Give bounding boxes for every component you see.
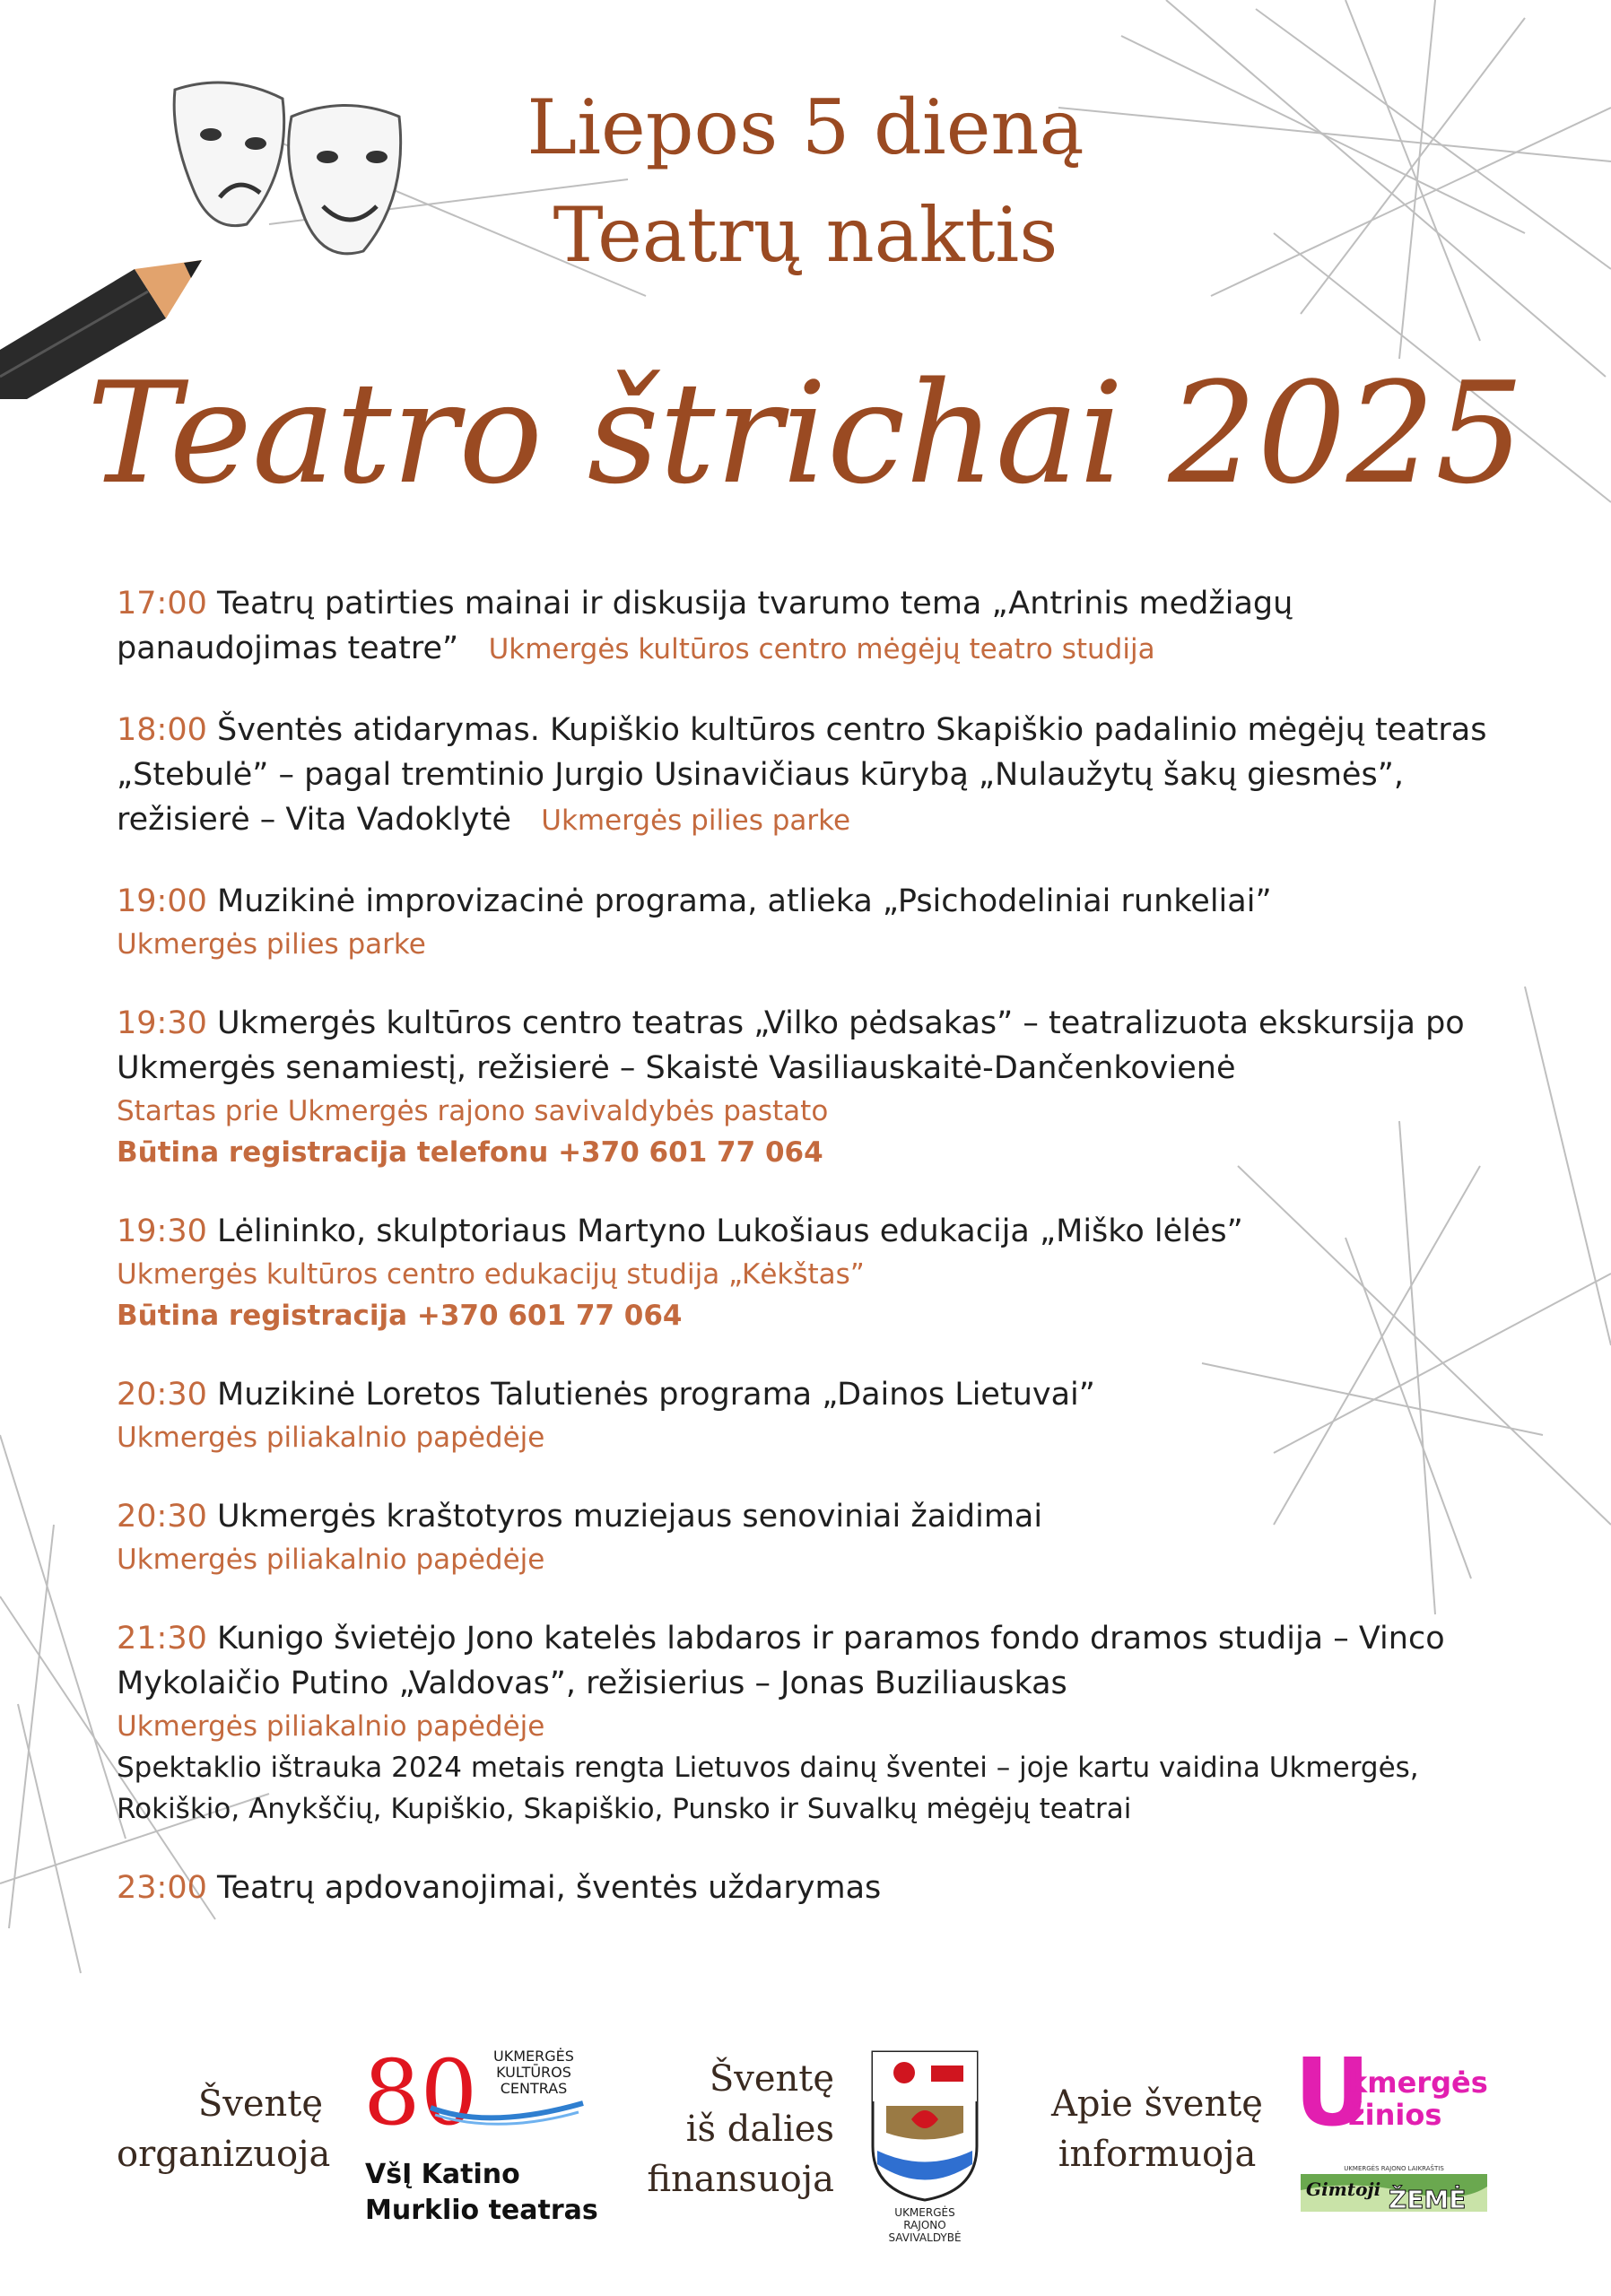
event-time: 19:30 (117, 1213, 207, 1249)
coat-of-arms-icon (868, 2048, 981, 2245)
program-item (117, 1494, 1516, 1580)
event-location: Ukmergės pilies parke (117, 928, 426, 961)
event-location: Ukmergės pilies parke (541, 804, 851, 837)
svg-text:UKMERGĖS RAJONO LAIKRAŠTIS: UKMERGĖS RAJONO LAIKRAŠTIS (1344, 2165, 1444, 2172)
event-start: Ukmergės piliakalnio papėdėje (117, 1544, 545, 1576)
program-list (117, 581, 1516, 1946)
event-registration: Būtina registracija +370 601 77 064 (117, 1300, 683, 1332)
event-registration: Būtina registracija telefonu +370 601 77 064 (117, 1136, 823, 1169)
event-text: Muzikinė improvizacinė programa, atlieka „Psichodeliniai runkeliai” (217, 883, 1272, 919)
event-location: Ukmergės kultūros centro mėgėjų teatro studija (488, 633, 1155, 665)
event-text: Kunigo švietėjo Jono katelės labdaros ir paramos fondo dramos studija – Vinco Mykolaičio Putino „Valdovas”, režisierius – Jonas Buziliauskas (117, 1621, 1445, 1701)
organizer-caption: Šventę organizuoja (117, 2083, 331, 2175)
svg-text:RAJONO: RAJONO (903, 2219, 946, 2231)
gimtoji-zeme-logo (1299, 2163, 1489, 2213)
svg-text:Gimtoji: Gimtoji (1306, 2179, 1381, 2200)
event-start: Startas prie Ukmergės rajono savivaldybės pastato (117, 1095, 829, 1127)
event-time: 20:30 (117, 1499, 207, 1535)
program-item (117, 708, 1516, 843)
event-text: Teatrų patirties mainai ir diskusija tvarumo tema „Antrinis medžiagų panaudojimas teatre” (117, 586, 1293, 666)
event-date: Liepos 5 dieną (527, 83, 1084, 171)
program-item (117, 879, 1516, 965)
event-text: Muzikinė Loretos Talutienės programa „Dainos Lietuvai” (217, 1377, 1095, 1413)
svg-text:CENTRAS: CENTRAS (500, 2080, 568, 2097)
event-text: Lėlininko, skulptoriaus Martyno Lukošiaus edukacija „Miško lėlės” (217, 1213, 1243, 1249)
event-start: Ukmergės piliakalnio papėdėje (117, 1422, 545, 1454)
svg-text:SAVIVALDYBĖ: SAVIVALDYBĖ (888, 2231, 962, 2244)
event-start: Ukmergės kultūros centro edukacijų studija „Kėkštas” (117, 1258, 865, 1291)
page-title: Teatro štrichai 2025 (86, 352, 1525, 515)
program-item (117, 1866, 1516, 1910)
organizer-name: VšĮ Katino Murklio teatras (365, 2159, 598, 2226)
event-text: Ukmergės kraštotyros muziejaus senoviniai žaidimai (217, 1499, 1043, 1535)
info-caption: Apie šventę informuoja (1051, 2083, 1263, 2175)
event-start: Ukmergės piliakalnio papėdėje (117, 1710, 545, 1743)
event-subtitle: Teatrų naktis (553, 191, 1058, 279)
event-time: 17:00 (117, 586, 207, 622)
kulturos-centras-logo (363, 2045, 588, 2135)
event-time: 20:30 (117, 1377, 207, 1413)
svg-text:UKMERGĖS: UKMERGĖS (493, 2048, 574, 2065)
event-time: 21:30 (117, 1621, 207, 1657)
event-text: Šventės atidarymas. Kupiškio kultūros centro Skapiškio padalinio mėgėjų teatras „Stebulė” – pagal tremtinio Jurgio Usinavičiaus kūrybą „Nulaužytų šakų giesmės”, režisierė – Vita Vadoklytė (117, 712, 1487, 838)
program-item (117, 1372, 1516, 1458)
program-item (117, 1616, 1516, 1830)
program-item (117, 1209, 1516, 1336)
event-time: 19:00 (117, 883, 207, 919)
event-text: Teatrų apdovanojimai, šventės uždarymas (217, 1870, 882, 1906)
program-item (117, 581, 1516, 672)
event-note: Spektaklio ištrauka 2024 metais rengta Lietuvos dainų šventei – joje kartu vaidina Ukmergės, Rokiškio, Anykščių, Kupiškio, Skapiškio, Punsko ir Suvalkų mėgėjų teatrai (117, 1752, 1419, 1825)
event-time: 23:00 (117, 1870, 207, 1906)
event-time: 19:30 (117, 1005, 207, 1041)
event-text: Ukmergės kultūros centro teatras „Vilko pėdsakas” – teatralizuota ekskursija po Ukmergės senamiestį, režisierė – Skaistė Vasiliauskaitė-Dančenkovienė (117, 1005, 1465, 1086)
funder-caption: Šventę iš dalies finansuoja (647, 2058, 834, 2200)
program-item (117, 1001, 1516, 1173)
svg-text:ŽEMĖ: ŽEMĖ (1389, 2185, 1467, 2213)
svg-text:KULTŪROS: KULTŪROS (496, 2064, 571, 2081)
event-time: 18:00 (117, 712, 207, 748)
svg-text:UKMERGĖS: UKMERGĖS (894, 2206, 955, 2219)
svg-text:80: 80 (363, 2045, 478, 2135)
